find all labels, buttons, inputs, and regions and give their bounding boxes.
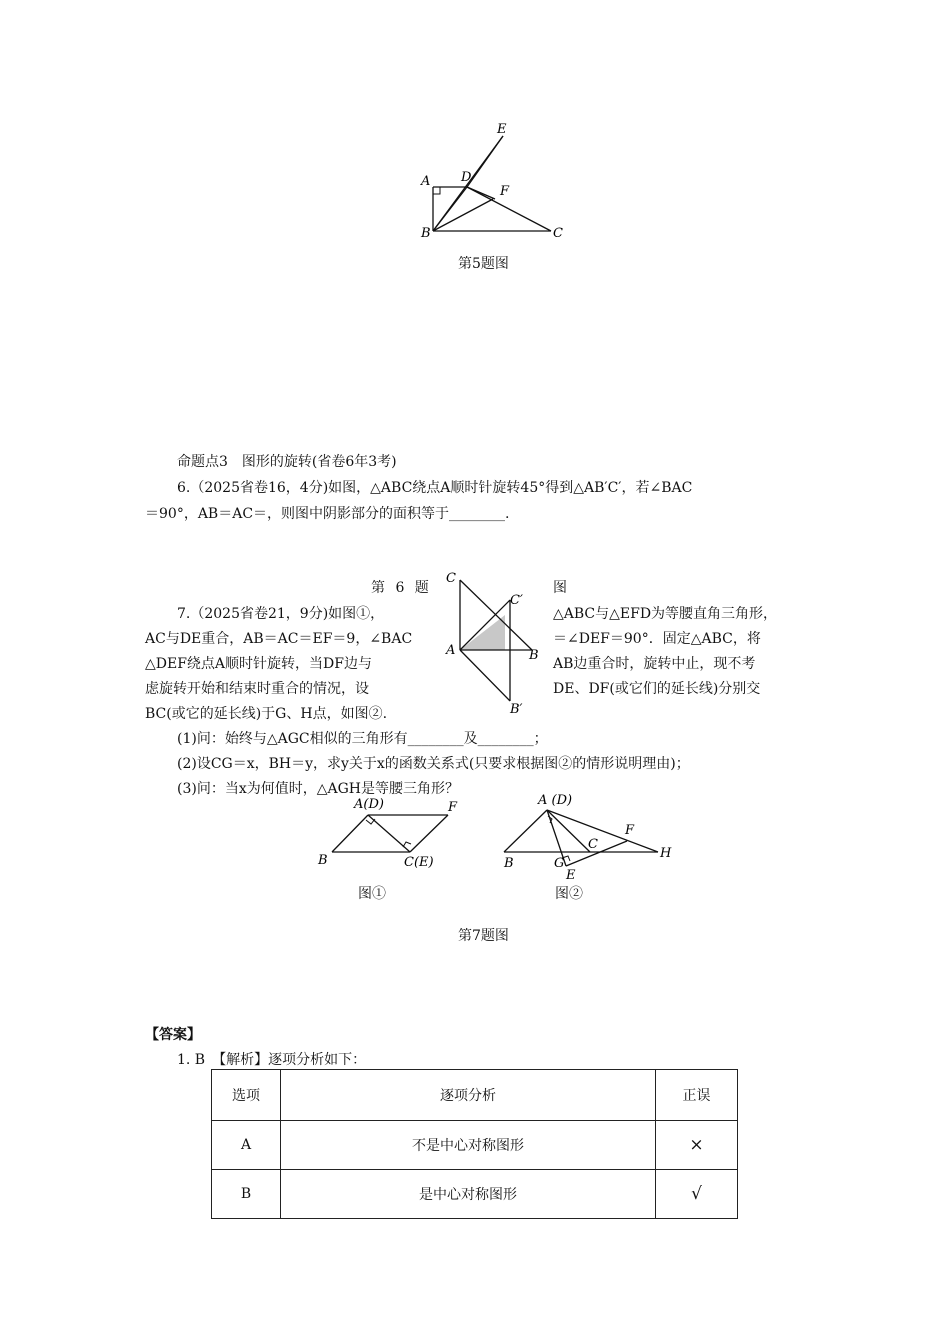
fig6-label-cprime: C′ (510, 593, 523, 608)
fig5-label-c: C (553, 226, 563, 241)
table-cell-analysis: 不是中心对称图形 (281, 1121, 656, 1170)
q7-sub2: (2)设CG＝x，BH＝y，求y关于x的函数关系式(只要求根据图②的情形说明理由)； (177, 756, 690, 772)
table-cell-option: B (212, 1170, 281, 1219)
q6-line2: ＝90°，AB＝AC＝，则图中阴影部分的面积等于________. (145, 506, 510, 522)
fig5-label-b: B (421, 226, 431, 241)
fig7-1-caption: 图① (358, 886, 386, 902)
table-header-option: 选项 (212, 1070, 281, 1121)
fig6-label-c: C (446, 571, 456, 586)
fig6-label-b: B (529, 648, 539, 663)
q7-left5: BC(或它的延长线)于G、H点，如图②. (145, 706, 388, 722)
answer-q1-line: 1. B 【解析】逐项分析如下： (177, 1052, 367, 1068)
fig6-label-bprime: B′ (510, 702, 523, 717)
q7-left1: 7.（2025省卷21，9分)如图①， (177, 606, 385, 622)
q7-left3: △DEF绕点A顺时针旋转，当DF边与 (145, 656, 372, 672)
figure-7-2 (490, 790, 680, 885)
fig7-caption: 第7题图 (458, 928, 509, 944)
fig7-1-label-ce: C(E) (404, 855, 434, 870)
fig7-2-label-c: C (588, 837, 598, 852)
figure-7-1 (310, 790, 470, 875)
fig7-2-label-f: F (625, 823, 635, 838)
figure-6 (440, 568, 550, 718)
table-row (212, 1170, 738, 1219)
table-cell-verdict: √ (656, 1170, 738, 1219)
fig7-2-label-ad: A (D) (538, 793, 573, 808)
table-cell-analysis: 是中心对称图形 (281, 1170, 656, 1219)
q7-left4: 虑旋转开始和结束时重合的情况，设 (145, 681, 369, 697)
q7-sub3: (3)问：当x为何值时，△AGH是等腰三角形？ (177, 781, 459, 797)
table-header-correctness: 正误 (656, 1070, 738, 1121)
section-heading: 命题点3 图形的旋转(省卷6年3考) (177, 454, 397, 470)
answer-heading: 【答案】 (145, 1027, 201, 1043)
figure-5 (415, 115, 575, 245)
q7-right3: AB边重合时，旋转中止，现不考 (553, 656, 756, 672)
fig7-2-caption: 图② (555, 886, 583, 902)
fig5-label-f: F (500, 184, 510, 199)
table-header-analysis: 逐项分析 (281, 1070, 656, 1121)
q7-right4: DE、DF(或它们的延长线)分别交 (553, 681, 761, 697)
q7-right1: △ABC与△EFD为等腰直角三角形， (553, 606, 778, 622)
q6-caption-b: 图 (553, 580, 567, 596)
fig5-label-a: A (421, 174, 431, 189)
fig5-label-d: D (461, 170, 472, 185)
q6-caption-a: 第 6 题 (371, 580, 429, 596)
q7-left2: AC与DE重合，AB＝AC＝EF＝9，∠BAC (145, 631, 413, 647)
table-header-row (212, 1070, 738, 1121)
answer-table (211, 1069, 738, 1219)
table-cell-option: A (212, 1121, 281, 1170)
fig5-caption: 第5题图 (458, 256, 509, 272)
table-row (212, 1121, 738, 1170)
fig7-2-label-g: G (554, 856, 565, 871)
fig5-label-e: E (497, 122, 507, 137)
fig7-1-label-ad: A(D) (354, 797, 384, 812)
fig7-2-label-h: H (660, 846, 672, 861)
q7-right2: ＝∠DEF＝90°．固定△ABC，将 (553, 631, 761, 647)
fig7-1-label-f: F (448, 800, 458, 815)
fig7-2-label-e: E (566, 868, 576, 883)
table-cell-verdict: × (656, 1121, 738, 1170)
q7-sub1: (1)问：始终与△AGC相似的三角形有________及________； (177, 731, 548, 747)
fig6-label-a: A (446, 643, 456, 658)
q6-line1: 6.（2025省卷16，4分)如图，△ABC绕点A顺时针旋转45°得到△AB′C′，若∠BAC (177, 480, 693, 496)
fig7-1-label-b: B (318, 853, 328, 868)
fig7-2-label-b: B (504, 856, 514, 871)
